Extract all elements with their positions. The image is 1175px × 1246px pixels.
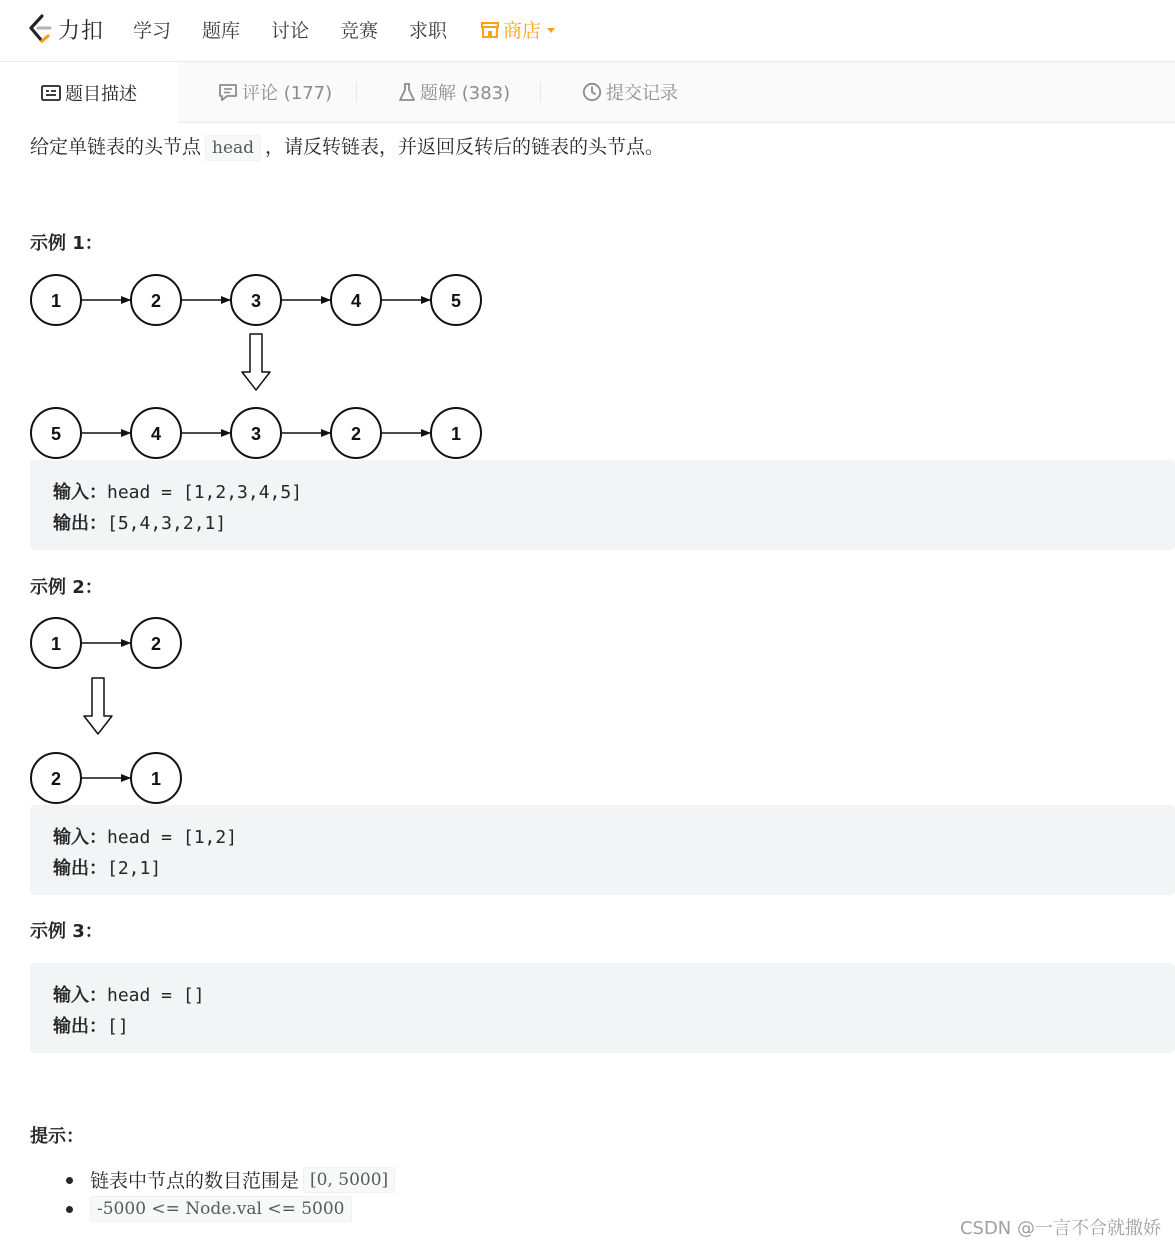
output-line [53,509,226,535]
svg-text:1: 1 [50,634,62,654]
output-label: 输出： [53,1016,107,1037]
store-icon [480,21,500,39]
example-3-code-block [30,963,1175,1053]
logo-text: 力扣 [58,18,105,44]
list-node [331,275,381,325]
example-2-title: 示例 2： [30,577,103,598]
leetcode-logo-icon [28,14,54,44]
example-1-code-block [30,460,1175,550]
list-node [31,275,81,325]
tab-solutions[interactable] [398,62,510,122]
example-1-output-list [31,408,481,458]
inline-code: [0, 5000] [303,1167,395,1193]
nav-shop-dropdown[interactable] [480,16,555,43]
list-node [31,753,81,803]
svg-text:4: 4 [150,424,162,444]
chevron-down-icon [547,28,555,33]
svg-text:3: 3 [250,424,262,444]
svg-text:2: 2 [150,291,162,311]
list-node [231,408,281,458]
svg-text:2: 2 [350,424,362,444]
example-2-code-block [30,805,1175,895]
tab-comments[interactable] [218,62,332,122]
tab-divider [540,81,541,103]
nav-link-learn[interactable]: 学习 [133,20,172,42]
input-label: 输入： [53,985,107,1006]
svg-text:3: 3 [250,291,262,311]
list-node [331,408,381,458]
problem-tabs [0,61,1175,123]
tab-submissions-label: 提交记录 [606,83,678,104]
output-label: 输出： [53,513,107,534]
output-value: [5,4,3,2,1] [107,513,227,534]
tab-comments-label: 评论 (177) [242,83,333,104]
list-item [70,1194,399,1223]
input-line [53,823,237,849]
output-line [53,854,161,880]
tips-title: 提示： [30,1126,84,1147]
tab-description[interactable] [0,62,178,123]
example-2-output-list [31,753,181,803]
list-node [131,275,181,325]
description-text: 给定单链表的头节点 [30,136,202,158]
input-label: 输入： [53,827,107,848]
list-node [231,275,281,325]
example-1-diagram [28,272,488,462]
svg-text:1: 1 [50,291,62,311]
flask-icon [398,82,416,102]
description-text-rest: ，请反转链表，并返回反转后的链表的头节点。 [265,136,665,158]
list-node [131,618,181,668]
tips-list [70,1165,399,1223]
comment-icon [218,83,238,101]
nav-link-problems[interactable]: 题库 [202,20,241,42]
svg-text:1: 1 [150,769,162,789]
tab-description-label: 题目描述 [65,83,137,105]
output-value: [] [107,1016,129,1037]
list-node [131,753,181,803]
nav-link-discuss[interactable]: 讨论 [271,20,310,42]
shop-label: 商店 [503,20,542,42]
bullet-icon [66,1177,73,1184]
nav-link-contest[interactable]: 竞赛 [340,20,379,42]
output-value: [2,1] [107,858,162,879]
list-node [431,408,481,458]
list-node [31,408,81,458]
tab-submissions[interactable] [582,62,678,122]
bullet-icon [66,1206,73,1213]
input-value: head = [1,2,3,4,5] [107,482,303,503]
down-arrow-icon [242,334,270,390]
nav-link-jobs[interactable]: 求职 [409,20,448,42]
description-icon [41,85,61,101]
top-navbar [0,0,1175,60]
svg-text:5: 5 [50,424,62,444]
csdn-watermark: CSDN @一言不合就撒娇 [959,1218,1161,1239]
input-value: head = [1,2] [107,827,238,848]
svg-text:1: 1 [450,424,462,444]
input-line [53,478,302,504]
example-1-title: 示例 1： [30,233,103,254]
tab-solutions-label: 题解 (383) [420,83,511,104]
leetcode-logo[interactable] [28,12,104,46]
list-node [431,275,481,325]
svg-text:2: 2 [150,634,162,654]
tab-divider [356,81,357,103]
input-label: 输入： [53,482,107,503]
list-item [70,1165,399,1194]
input-value: head = [] [107,985,205,1006]
down-arrow-icon [84,678,112,734]
svg-text:2: 2 [50,769,62,789]
tip-text: 链表中节点的数目范围是 [90,1170,300,1192]
example-2-input-list [31,618,181,668]
svg-text:4: 4 [350,291,362,311]
inline-code-head: head [205,135,261,161]
problem-description [30,134,664,161]
list-node [131,408,181,458]
example-3-title: 示例 3： [30,921,103,942]
inline-code: -5000 <= Node.val <= 5000 [90,1196,352,1222]
clock-icon [582,82,602,102]
input-line [53,981,205,1007]
output-line [53,1012,129,1038]
example-1-input-list [31,275,481,325]
output-label: 输出： [53,858,107,879]
list-node [31,618,81,668]
example-2-diagram [28,615,188,805]
svg-text:5: 5 [450,291,462,311]
